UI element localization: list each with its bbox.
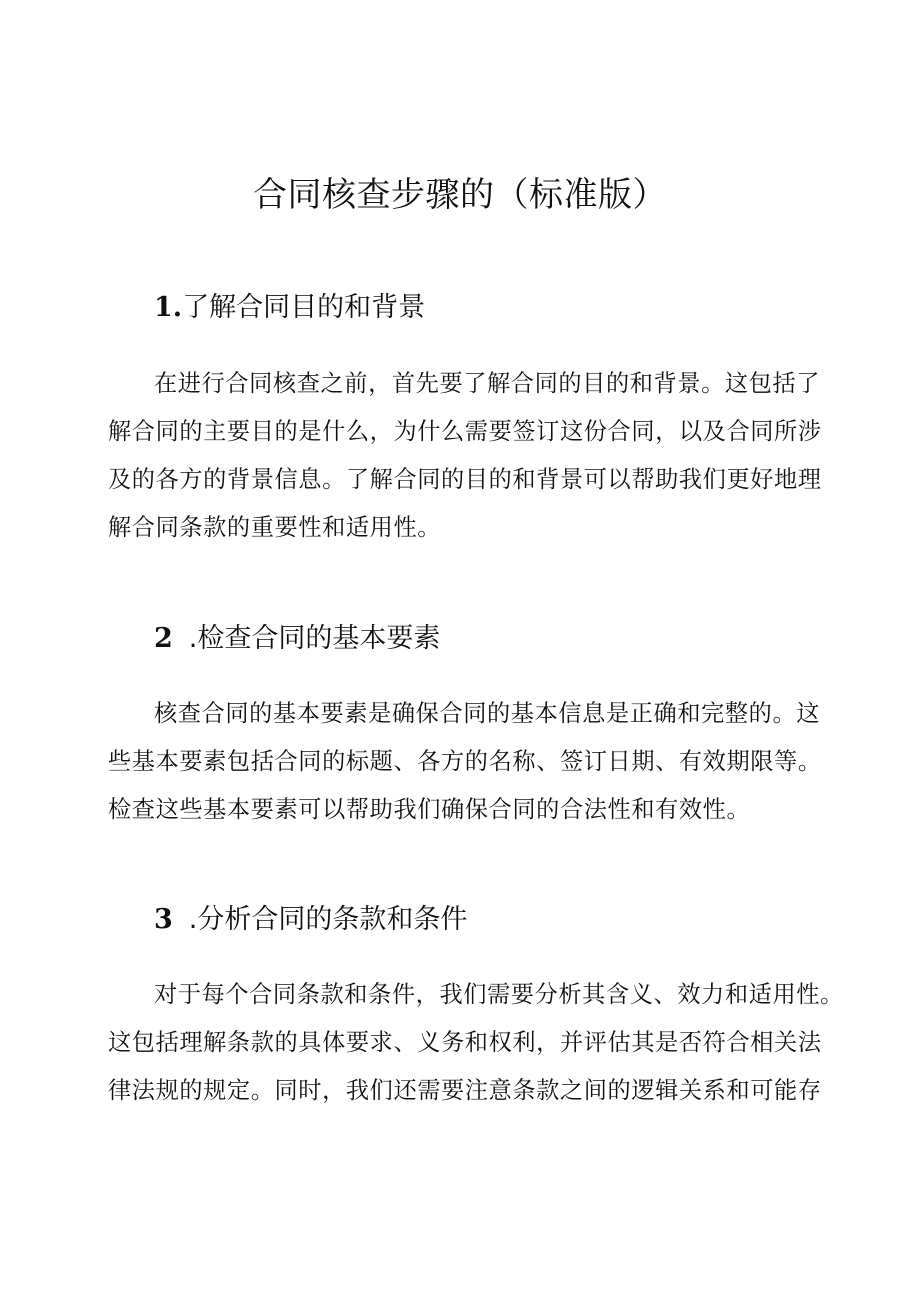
paragraph-line: 及的各方的背景信息。了解合同的目的和背景可以帮助我们更好地理 [108,466,822,493]
section-1-heading [154,290,425,326]
paragraph-line: 检查这些基本要素可以帮助我们确保合同的合法性和有效性。 [108,796,751,823]
section-2-paragraph [108,690,828,834]
section-3-number: 3 [154,904,173,935]
paragraph-line: 些基本要素包括合同的标题、各方的名称、签订日期、有效期限等。 [108,748,822,775]
section-2-title: .检查合同的基本要素 [188,623,441,654]
paragraph-line: 律法规的规定。同时，我们还需要注意条款之间的逻辑关系和可能存 [108,1077,822,1104]
paragraph-line: 解合同条款的重要性和适用性。 [108,514,442,541]
section-3-heading [154,902,467,938]
section-2-number: 2 [154,623,173,654]
paragraph-line: 解合同的主要目的是什么，为什么需要签订这份合同，以及合同所涉 [108,418,822,445]
paragraph-line: 在进行合同核查之前，首先要了解合同的目的和背景。这包括了 [154,370,821,397]
section-1-title: 了解合同目的和背景 [182,292,426,323]
section-1-number: 1. [154,292,183,323]
section-2-heading [154,621,440,657]
paragraph-line: 这包括理解条款的具体要求、义务和权利，并评估其是否符合相关法 [108,1029,822,1056]
document-title: 合同核查步骤的（标准版） [253,175,667,215]
paragraph-line: 对于每个合同条款和条件，我们需要分析其含义、效力和适用性。 [154,981,844,1008]
section-3-paragraph [108,971,844,1115]
section-3-title: .分析合同的条款和条件 [188,904,468,935]
section-1-paragraph [108,360,828,552]
paragraph-line: 核查合同的基本要素是确保合同的基本信息是正确和完整的。这 [154,700,821,727]
